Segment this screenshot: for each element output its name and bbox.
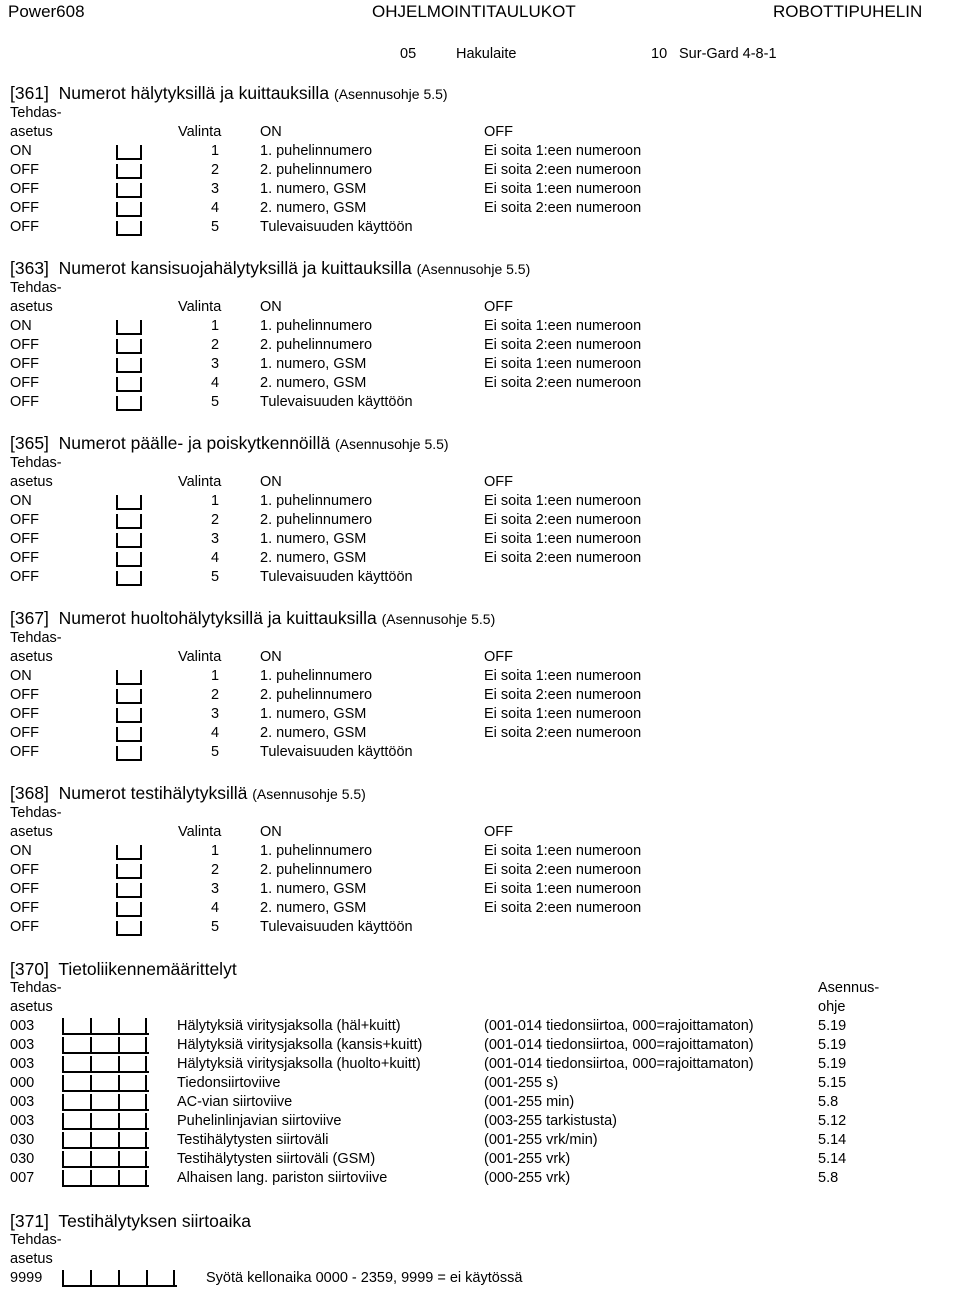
option-on-text: 2. puhelinnumero	[260, 337, 373, 353]
default-value: OFF	[10, 394, 39, 410]
option-checkbox[interactable]	[116, 708, 142, 723]
option-off-text: Ei soita 1:een numeroon	[484, 881, 642, 897]
col-factory-line1: Tehdas-	[10, 455, 62, 471]
legend-code-1: 05	[400, 46, 417, 62]
default-value: ON	[10, 668, 32, 684]
option-number: 1	[211, 143, 220, 159]
default-value: OFF	[10, 512, 39, 528]
option-off-text: Ei soita 2:een numeroon	[484, 512, 642, 528]
option-off-text: Ei soita 1:een numeroon	[484, 356, 642, 372]
option-on-text: Tulevaisuuden käyttöön	[260, 919, 413, 935]
col-factory-line1: Tehdas-	[10, 105, 62, 121]
option-on-text: 1. numero, GSM	[260, 356, 367, 372]
setting-range: (001-255 s)	[484, 1075, 559, 1091]
option-off-text: Ei soita 2:een numeroon	[484, 862, 642, 878]
option-off-text: Ei soita 2:een numeroon	[484, 200, 642, 216]
option-number: 2	[211, 162, 220, 178]
manual-reference: 5.12	[818, 1113, 847, 1129]
col-factory-line2: asetus	[10, 999, 53, 1015]
header-center: OHJELMOINTITAULUKOT	[372, 2, 576, 21]
setting-range: (001-255 vrk/min)	[484, 1132, 598, 1148]
col-factory-line2: asetus	[10, 124, 53, 140]
section-code: [367]	[10, 608, 49, 628]
option-off-text: Ei soita 1:een numeroon	[484, 181, 642, 197]
manual-reference: 5.19	[818, 1018, 847, 1034]
setting-description: Testihälytysten siirtoväli	[177, 1132, 329, 1148]
setting-range: (001-014 tiedonsiirtoa, 000=rajoittamaton)	[484, 1037, 754, 1053]
default-value: OFF	[10, 919, 39, 935]
option-number: 5	[211, 569, 220, 585]
option-on-text: 2. numero, GSM	[260, 725, 367, 741]
legend-label-1: Hakulaite	[456, 46, 517, 62]
entry-field-3-digit[interactable]	[62, 1056, 149, 1073]
setting-description: Alhaisen lang. pariston siirtoviive	[177, 1170, 388, 1186]
default-value: 030	[10, 1132, 35, 1148]
setting-range: (001-014 tiedonsiirtoa, 000=rajoittamaton)	[484, 1056, 754, 1072]
option-off-text: Ei soita 1:een numeroon	[484, 706, 642, 722]
option-number: 3	[211, 706, 220, 722]
entry-description: Syötä kellonaika 0000 - 2359, 9999 = ei käytössä	[206, 1270, 523, 1286]
option-off-text: Ei soita 1:een numeroon	[484, 493, 642, 509]
col-factory-line1: Tehdas-	[10, 1232, 62, 1248]
option-number: 1	[211, 843, 220, 859]
default-value: OFF	[10, 375, 39, 391]
col-on-header: ON	[260, 824, 282, 840]
default-value: OFF	[10, 706, 39, 722]
default-value: 007	[10, 1170, 35, 1186]
section-title	[10, 432, 449, 455]
option-checkbox[interactable]	[116, 883, 142, 898]
header-left: Power608	[8, 2, 85, 21]
option-number: 1	[211, 668, 220, 684]
setting-range: (001-014 tiedonsiirtoa, 000=rajoittamaton)	[484, 1018, 754, 1034]
col-factory-line2: asetus	[10, 299, 53, 315]
setting-description: AC-vian siirtoviive	[177, 1094, 293, 1110]
option-number: 4	[211, 725, 220, 741]
col-factory-line2: asetus	[10, 1251, 53, 1267]
option-checkbox[interactable]	[116, 902, 142, 917]
default-value: OFF	[10, 337, 39, 353]
entry-field-3-digit[interactable]	[62, 1151, 149, 1168]
option-checkbox[interactable]	[116, 396, 142, 411]
setting-description: Hälytyksiä viritysjaksolla (kansis+kuitt)	[177, 1037, 423, 1053]
option-on-text: Tulevaisuuden käyttöön	[260, 569, 413, 585]
option-checkbox[interactable]	[116, 571, 142, 586]
option-checkbox[interactable]	[116, 845, 142, 860]
section-code: [365]	[10, 433, 49, 453]
option-on-text: 1. puhelinnumero	[260, 143, 373, 159]
option-number: 4	[211, 550, 220, 566]
section-title-text: Numerot testihälytyksillä	[58, 783, 248, 803]
col-on-header: ON	[260, 299, 282, 315]
option-checkbox[interactable]	[116, 533, 142, 548]
option-on-text: 1. puhelinnumero	[260, 668, 373, 684]
section-code: [368]	[10, 783, 49, 803]
option-off-text: Ei soita 2:een numeroon	[484, 375, 642, 391]
default-value: OFF	[10, 569, 39, 585]
section-code: [361]	[10, 83, 49, 103]
default-value: OFF	[10, 356, 39, 372]
default-value: OFF	[10, 219, 39, 235]
col-choice-header: Valinta	[178, 299, 222, 315]
col-on-header: ON	[260, 124, 282, 140]
entry-field-3-digit[interactable]	[62, 1037, 149, 1054]
default-value: 003	[10, 1056, 35, 1072]
col-manual-line1: Asennus-	[818, 980, 880, 996]
option-off-text: Ei soita 2:een numeroon	[484, 550, 642, 566]
option-checkbox[interactable]	[116, 339, 142, 354]
default-value: 9999	[10, 1270, 43, 1286]
setting-description: Hälytyksiä viritysjaksolla (häl+kuitt)	[177, 1018, 401, 1034]
option-number: 5	[211, 744, 220, 760]
option-off-text: Ei soita 1:een numeroon	[484, 531, 642, 547]
setting-range: (001-255 min)	[484, 1094, 575, 1110]
col-choice-header: Valinta	[178, 124, 222, 140]
setting-range: (001-255 vrk)	[484, 1151, 571, 1167]
option-on-text: Tulevaisuuden käyttöön	[260, 219, 413, 235]
option-on-text: 2. puhelinnumero	[260, 862, 373, 878]
option-number: 3	[211, 181, 220, 197]
col-factory-line1: Tehdas-	[10, 805, 62, 821]
option-number: 5	[211, 219, 220, 235]
section-code: [363]	[10, 258, 49, 278]
option-on-text: 1. numero, GSM	[260, 181, 367, 197]
section-370-title	[10, 958, 237, 980]
section-title-text: Numerot kansisuojahälytyksillä ja kuittauksilla	[58, 258, 412, 278]
section-title	[10, 257, 530, 280]
default-value: 003	[10, 1094, 35, 1110]
default-value: OFF	[10, 900, 39, 916]
default-value: OFF	[10, 200, 39, 216]
col-off-header: OFF	[484, 124, 513, 140]
col-off-header: OFF	[484, 299, 513, 315]
option-checkbox[interactable]	[116, 670, 142, 685]
section-reference: (Asennusohje 5.5)	[334, 436, 449, 452]
option-on-text: 1. numero, GSM	[260, 531, 367, 547]
section-reference: (Asennusohje 5.5)	[416, 261, 531, 277]
option-checkbox[interactable]	[116, 552, 142, 567]
option-off-text: Ei soita 2:een numeroon	[484, 162, 642, 178]
section-code: [370]	[10, 959, 49, 979]
section-reference: (Asennusohje 5.5)	[252, 786, 366, 802]
manual-reference: 5.8	[818, 1094, 839, 1110]
col-factory-line1: Tehdas-	[10, 980, 62, 996]
col-factory-line1: Tehdas-	[10, 630, 62, 646]
option-off-text: Ei soita 1:een numeroon	[484, 318, 642, 334]
option-on-text: 2. puhelinnumero	[260, 512, 373, 528]
option-checkbox[interactable]	[116, 864, 142, 879]
legend-label-2: Sur-Gard 4-8-1	[679, 46, 777, 62]
option-off-text: Ei soita 2:een numeroon	[484, 687, 642, 703]
option-number: 2	[211, 687, 220, 703]
option-checkbox[interactable]	[116, 320, 142, 335]
entry-field-3-digit[interactable]	[62, 1094, 149, 1111]
option-on-text: Tulevaisuuden käyttöön	[260, 744, 413, 760]
col-manual-line2: ohje	[818, 999, 846, 1015]
entry-field-3-digit[interactable]	[62, 1132, 149, 1149]
option-on-text: 2. numero, GSM	[260, 200, 367, 216]
option-off-text: Ei soita 2:een numeroon	[484, 337, 642, 353]
setting-range: (000-255 vrk)	[484, 1170, 571, 1186]
col-choice-header: Valinta	[178, 649, 222, 665]
default-value: ON	[10, 143, 32, 159]
manual-reference: 5.19	[818, 1056, 847, 1072]
col-factory-line2: asetus	[10, 824, 53, 840]
col-factory-line2: asetus	[10, 474, 53, 490]
option-checkbox[interactable]	[116, 495, 142, 510]
option-number: 5	[211, 394, 220, 410]
option-number: 4	[211, 200, 220, 216]
option-off-text: Ei soita 1:een numeroon	[484, 843, 642, 859]
legend-code-2: 10	[651, 46, 668, 62]
option-number: 3	[211, 531, 220, 547]
option-on-text: 2. numero, GSM	[260, 900, 367, 916]
option-off-text: Ei soita 1:een numeroon	[484, 143, 642, 159]
default-value: OFF	[10, 181, 39, 197]
default-value: OFF	[10, 162, 39, 178]
option-checkbox[interactable]	[116, 145, 142, 160]
default-value: ON	[10, 843, 32, 859]
option-number: 1	[211, 318, 220, 334]
col-on-header: ON	[260, 474, 282, 490]
option-off-text: Ei soita 2:een numeroon	[484, 725, 642, 741]
manual-reference: 5.15	[818, 1075, 847, 1091]
option-number: 5	[211, 919, 220, 935]
option-number: 4	[211, 900, 220, 916]
section-title-text: Tietoliikennemäärittelyt	[58, 959, 237, 979]
section-title	[10, 782, 366, 805]
manual-reference: 5.8	[818, 1170, 839, 1186]
option-number: 4	[211, 375, 220, 391]
default-value: OFF	[10, 744, 39, 760]
entry-field-3-digit[interactable]	[62, 1113, 149, 1130]
col-choice-header: Valinta	[178, 474, 222, 490]
option-on-text: 1. numero, GSM	[260, 881, 367, 897]
option-checkbox[interactable]	[116, 377, 142, 392]
option-number: 2	[211, 862, 220, 878]
col-off-header: OFF	[484, 649, 513, 665]
setting-range: (003-255 tarkistusta)	[484, 1113, 617, 1129]
default-value: ON	[10, 493, 32, 509]
default-value: 000	[10, 1075, 35, 1091]
option-checkbox[interactable]	[116, 921, 142, 936]
option-number: 3	[211, 881, 220, 897]
option-on-text: 1. numero, GSM	[260, 706, 367, 722]
col-factory-line2: asetus	[10, 649, 53, 665]
default-value: OFF	[10, 725, 39, 741]
col-on-header: ON	[260, 649, 282, 665]
option-checkbox[interactable]	[116, 202, 142, 217]
section-title	[10, 82, 448, 105]
option-on-text: Tulevaisuuden käyttöön	[260, 394, 413, 410]
section-371-title	[10, 1210, 251, 1232]
section-reference: (Asennusohje 5.5)	[381, 611, 496, 627]
setting-description: Testihälytysten siirtoväli (GSM)	[177, 1151, 376, 1167]
option-number: 1	[211, 493, 220, 509]
col-off-header: OFF	[484, 824, 513, 840]
option-checkbox[interactable]	[116, 746, 142, 761]
option-checkbox[interactable]	[116, 689, 142, 704]
default-value: OFF	[10, 862, 39, 878]
option-on-text: 2. puhelinnumero	[260, 162, 373, 178]
option-on-text: 2. numero, GSM	[260, 375, 367, 391]
setting-description: Hälytyksiä viritysjaksolla (huolto+kuitt)	[177, 1056, 421, 1072]
manual-reference: 5.14	[818, 1151, 847, 1167]
option-checkbox[interactable]	[116, 727, 142, 742]
default-value: ON	[10, 318, 32, 334]
option-on-text: 2. numero, GSM	[260, 550, 367, 566]
default-value: OFF	[10, 881, 39, 897]
option-checkbox[interactable]	[116, 164, 142, 179]
section-code: [371]	[10, 1211, 49, 1231]
default-value: 003	[10, 1018, 35, 1034]
entry-field-3-digit[interactable]	[62, 1075, 149, 1092]
manual-reference: 5.19	[818, 1037, 847, 1053]
option-checkbox[interactable]	[116, 358, 142, 373]
default-value: 003	[10, 1037, 35, 1053]
setting-description: Tiedonsiirtoviive	[177, 1075, 281, 1091]
option-on-text: 1. puhelinnumero	[260, 318, 373, 334]
option-off-text: Ei soita 2:een numeroon	[484, 900, 642, 916]
entry-field-3-digit[interactable]	[62, 1170, 149, 1187]
option-checkbox[interactable]	[116, 221, 142, 236]
option-checkbox[interactable]	[116, 183, 142, 198]
option-number: 3	[211, 356, 220, 372]
entry-field-4-digit[interactable]	[62, 1270, 177, 1287]
section-title-text: Numerot huoltohälytyksillä ja kuittauksilla	[58, 608, 377, 628]
section-title	[10, 607, 495, 630]
option-number: 2	[211, 337, 220, 353]
option-on-text: 2. puhelinnumero	[260, 687, 373, 703]
section-title-text: Numerot päälle- ja poiskytkennöillä	[58, 433, 331, 453]
option-number: 2	[211, 512, 220, 528]
option-on-text: 1. puhelinnumero	[260, 843, 373, 859]
col-factory-line1: Tehdas-	[10, 280, 62, 296]
section-title-text: Testihälytyksen siirtoaika	[58, 1211, 251, 1231]
section-reference: (Asennusohje 5.5)	[333, 86, 448, 102]
default-value: OFF	[10, 687, 39, 703]
default-value: OFF	[10, 550, 39, 566]
default-value: OFF	[10, 531, 39, 547]
header-right: ROBOTTIPUHELIN	[773, 2, 923, 21]
default-value: 003	[10, 1113, 35, 1129]
default-value: 030	[10, 1151, 35, 1167]
section-title-text: Numerot hälytyksillä ja kuittauksilla	[58, 83, 330, 103]
option-on-text: 1. puhelinnumero	[260, 493, 373, 509]
setting-description: Puhelinlinjavian siirtoviive	[177, 1113, 342, 1129]
option-checkbox[interactable]	[116, 514, 142, 529]
col-choice-header: Valinta	[178, 824, 222, 840]
manual-reference: 5.14	[818, 1132, 847, 1148]
entry-field-3-digit[interactable]	[62, 1018, 149, 1035]
option-off-text: Ei soita 1:een numeroon	[484, 668, 642, 684]
col-off-header: OFF	[484, 474, 513, 490]
